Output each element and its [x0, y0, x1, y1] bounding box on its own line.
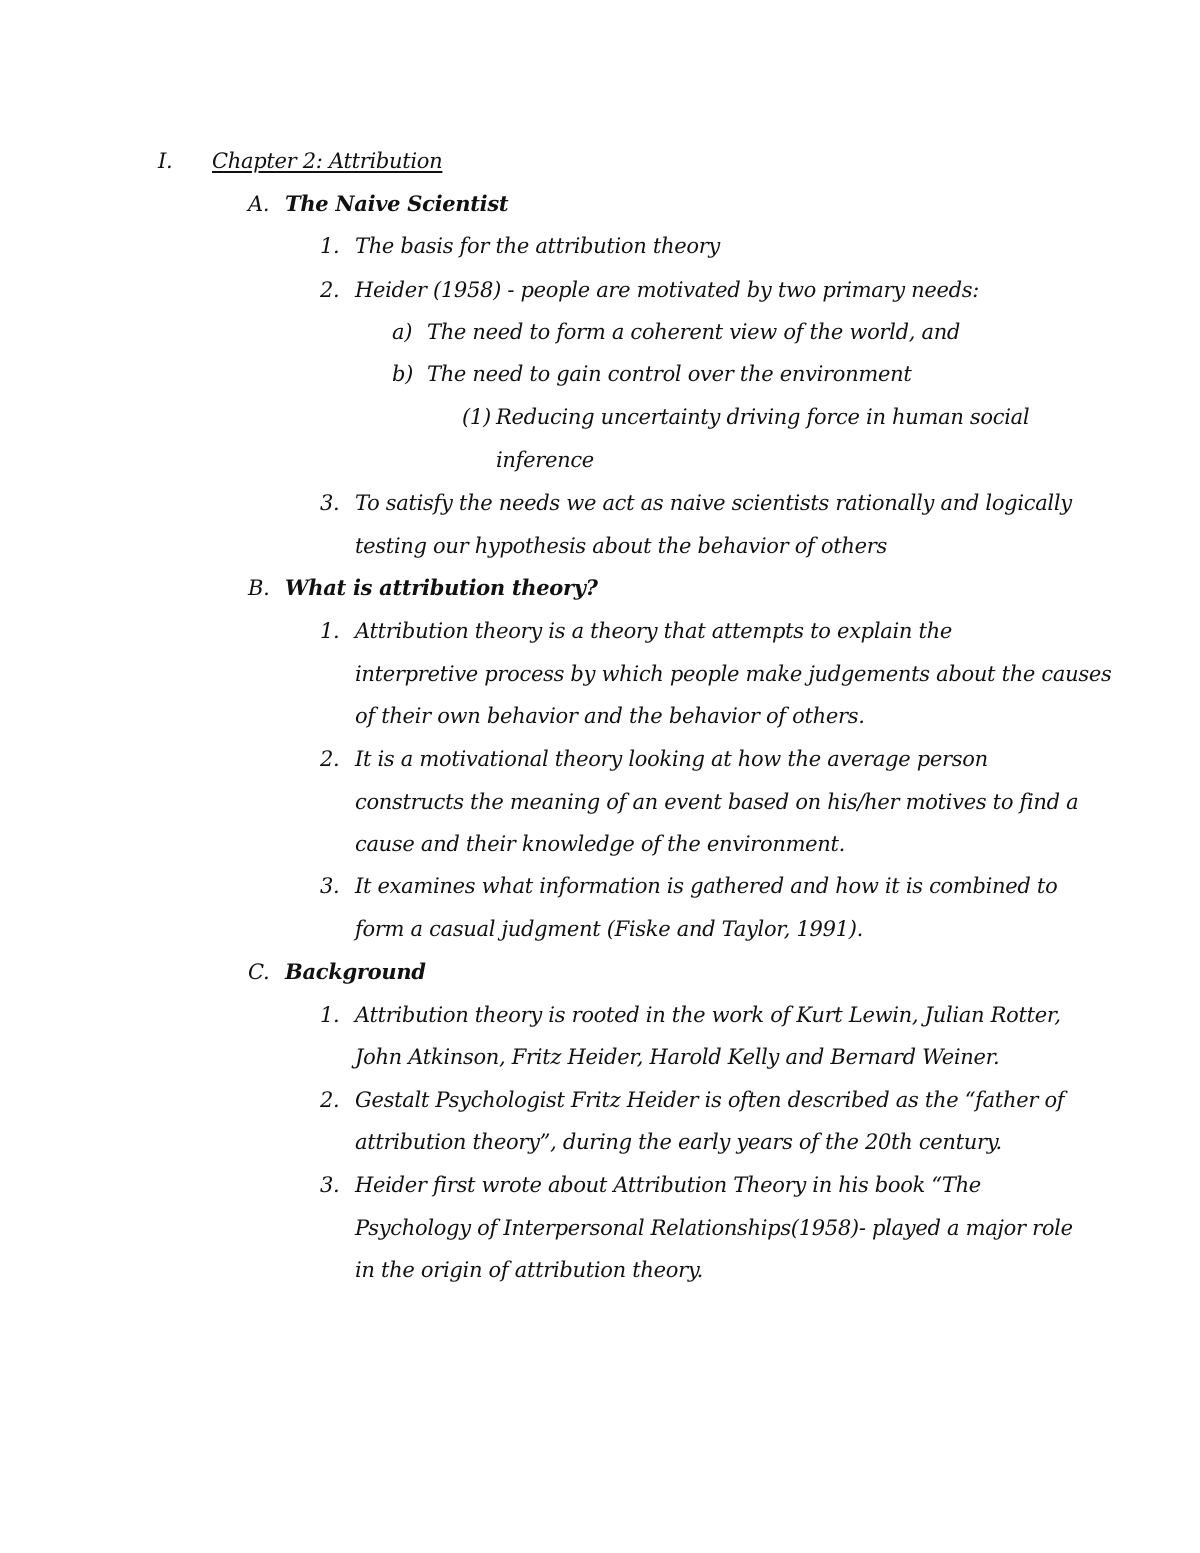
section-b-item1-line3: of their own behavior and the behavior of others. [355, 704, 865, 728]
section-c-item3-line3: in the origin of attribution theory. [355, 1258, 703, 1282]
section-b-item2-line3: cause and their knowledge of the environment. [355, 832, 846, 856]
section-b-item3-number: 3. [320, 874, 340, 898]
section-b-item1-line1: Attribution theory is a theory that attempts to explain the [355, 619, 952, 643]
section-c-item2-line2: attribution theory”, during the early years of the 20th century. [355, 1130, 1002, 1154]
section-a-item3-line2: testing our hypothesis about the behavior of others [355, 534, 887, 558]
section-b-marker: B. [248, 576, 270, 600]
section-a-sub-b-marker: b) [392, 362, 414, 386]
section-a-subsub1-line2: inference [496, 448, 594, 472]
section-c-item3-number: 3. [320, 1173, 340, 1197]
section-a-item2-number: 2. [320, 278, 340, 302]
section-a-item1-number: 1. [320, 234, 340, 258]
section-a-subsub1-line1: Reducing uncertainty driving force in human social [496, 405, 1030, 429]
section-b-item3-line1: It examines what information is gathered and how it is combined to [355, 874, 1058, 898]
section-a-subsub1-marker: (1) [462, 405, 491, 429]
section-a-sub-b-text: The need to gain control over the environment [427, 362, 912, 386]
section-a-sub-a-marker: a) [392, 320, 413, 344]
section-c-item1-number: 1. [320, 1003, 340, 1027]
section-a-item1-text: The basis for the attribution theory [355, 234, 720, 258]
section-c-title: Background [285, 959, 426, 984]
section-b-item1-line2: interpretive process by which people make judgements about the causes [355, 662, 1112, 686]
section-a-sub-a-text: The need to form a coherent view of the world, and [427, 320, 961, 344]
section-a-item3-line1: To satisfy the needs we act as naive scientists rationally and logically [355, 491, 1072, 515]
section-c-item2-number: 2. [320, 1088, 340, 1112]
section-a-item3-number: 3. [320, 491, 340, 515]
section-a-title: The Naive Scientist [285, 191, 509, 216]
section-c-item3-line1: Heider first wrote about Attribution Theory in his book “The [355, 1173, 981, 1197]
chapter-title: Chapter 2: Attribution [212, 149, 443, 173]
section-b-item1-number: 1. [320, 619, 340, 643]
section-a-marker: A. [248, 192, 270, 216]
section-b-item3-line2: form a casual judgment (Fiske and Taylor, 1991). [355, 917, 863, 941]
section-c-item3-line2: Psychology of Interpersonal Relationships(1958)- played a major role [355, 1216, 1073, 1240]
section-b-item2-line1: It is a motivational theory looking at how the average person [355, 747, 988, 771]
section-c-item2-line1: Gestalt Psychologist Fritz Heider is often described as the “father of [355, 1088, 1065, 1112]
section-b-item2-line2: constructs the meaning of an event based on his/her motives to find a [355, 790, 1079, 814]
roman-numeral-marker: I. [158, 149, 173, 173]
section-c-item1-line2: John Atkinson, Fritz Heider, Harold Kelly and Bernard Weiner. [355, 1045, 1000, 1069]
section-c-item1-line1: Attribution theory is rooted in the work of Kurt Lewin, Julian Rotter, [355, 1003, 1061, 1027]
section-c-marker: C. [248, 960, 270, 984]
section-a-item2-text: Heider (1958) - people are motivated by two primary needs: [355, 278, 980, 302]
section-b-item2-number: 2. [320, 747, 340, 771]
section-b-title: What is attribution theory? [285, 575, 598, 600]
